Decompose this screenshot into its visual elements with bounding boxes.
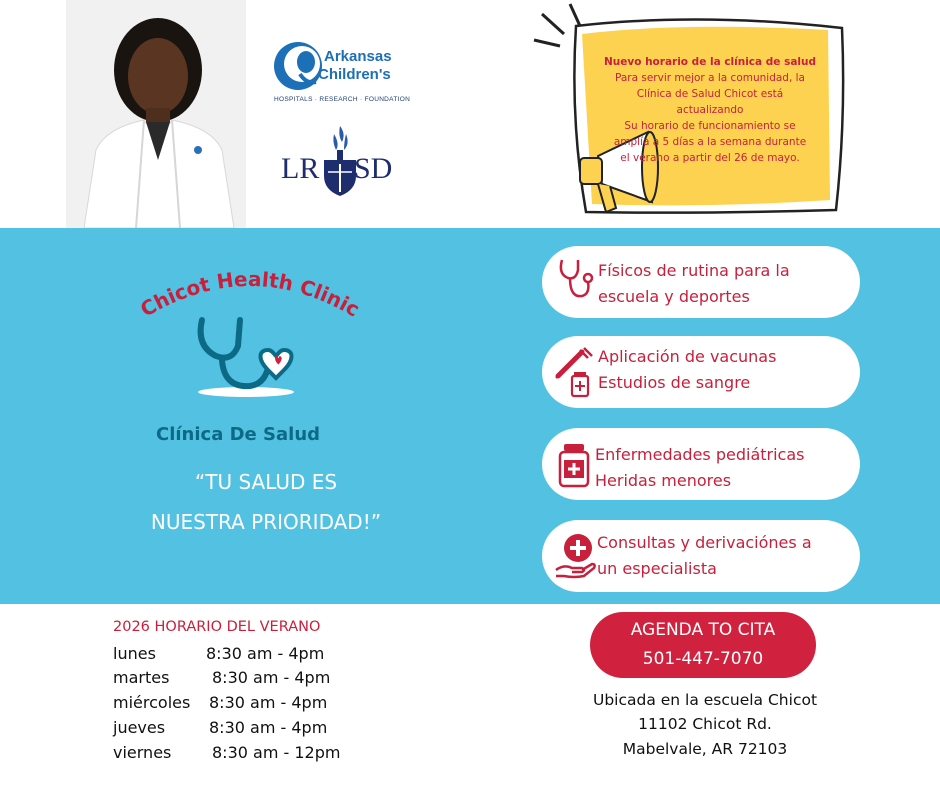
hours-day: lunes: [113, 644, 156, 663]
ach-logo-tagline: HOSPITALS · RESEARCH · FOUNDATION: [274, 96, 411, 103]
address-line: 11102 Chicot Rd.: [638, 715, 772, 733]
hours-title: 2026 HORARIO DEL VERANO: [113, 619, 321, 635]
doctor-photo: [66, 0, 246, 228]
stethoscope-icon: [556, 258, 596, 302]
motto-line-1: “TU SALUD ES: [194, 470, 338, 494]
medicine-bottle-icon: [554, 442, 594, 486]
announcement-line: Para servir mejor a la comunidad, la: [614, 72, 805, 84]
service-text: Aplicación de vacunas: [598, 347, 777, 366]
announcement-line: amplía a 5 días a la semana durante: [613, 136, 807, 148]
svg-text:Chicot Health Clinic: [136, 267, 364, 322]
service-text: Enfermedades pediátricas: [595, 445, 805, 464]
hours-time: 8:30 am - 4pm: [209, 718, 328, 737]
clinica-de-salud-label: Clínica De Salud: [156, 424, 321, 445]
hours-time: 8:30 am - 4pm: [209, 693, 328, 712]
announcement-line: el verano a partir del 26 de mayo.: [620, 152, 800, 164]
announcement-line: Su horario de funcionamiento se: [624, 120, 796, 132]
hours-time: 8:30 am - 4pm: [206, 644, 325, 663]
hours-day: martes: [113, 668, 170, 687]
ach-logo-word-1: Arkansas: [324, 48, 392, 65]
service-text: Consultas y derivaciónes a: [597, 533, 812, 552]
address-line: Mabelvale, AR 72103: [622, 740, 788, 758]
stethoscope-heart-icon: [188, 316, 308, 400]
ach-logo-word-2: Children's: [318, 66, 391, 83]
service-text: un especialista: [597, 559, 717, 578]
agenda-cita-label[interactable]: AGENDA TO CITA: [630, 620, 776, 640]
medical-cross-hand-icon: [554, 532, 594, 576]
service-text: Físicos de rutina para la: [598, 261, 790, 280]
hours-time: 8:30 am - 12pm: [212, 743, 341, 762]
hours-day: jueves: [113, 718, 166, 737]
agenda-cita-phone[interactable]: 501-447-7070: [642, 649, 764, 669]
announcement-title: Nuevo horario de la clínica de salud: [603, 56, 816, 68]
clinic-arc-title-text: Chicot Health Clinic: [136, 266, 364, 322]
motto-line-2: NUESTRA PRIORIDAD!”: [150, 510, 382, 534]
hours-day: miércoles: [113, 693, 191, 712]
hours-time: 8:30 am - 4pm: [212, 668, 331, 687]
lrsd-torch-icon: [322, 124, 358, 198]
hours-day: viernes: [113, 743, 172, 762]
address-line: Ubicada en la escuela Chicot: [592, 691, 818, 709]
service-text: escuela y deportes: [598, 287, 750, 306]
lrsd-logo-right: SD: [354, 152, 393, 185]
announcement-line: actualizando: [676, 104, 744, 116]
announcement-line: Clínica de Salud Chicot está: [636, 88, 784, 100]
syringe-vial-icon: [554, 346, 594, 390]
service-text: Heridas menores: [595, 471, 732, 490]
lrsd-logo-left: LR: [281, 152, 320, 185]
service-text: Estudios de sangre: [598, 373, 751, 392]
